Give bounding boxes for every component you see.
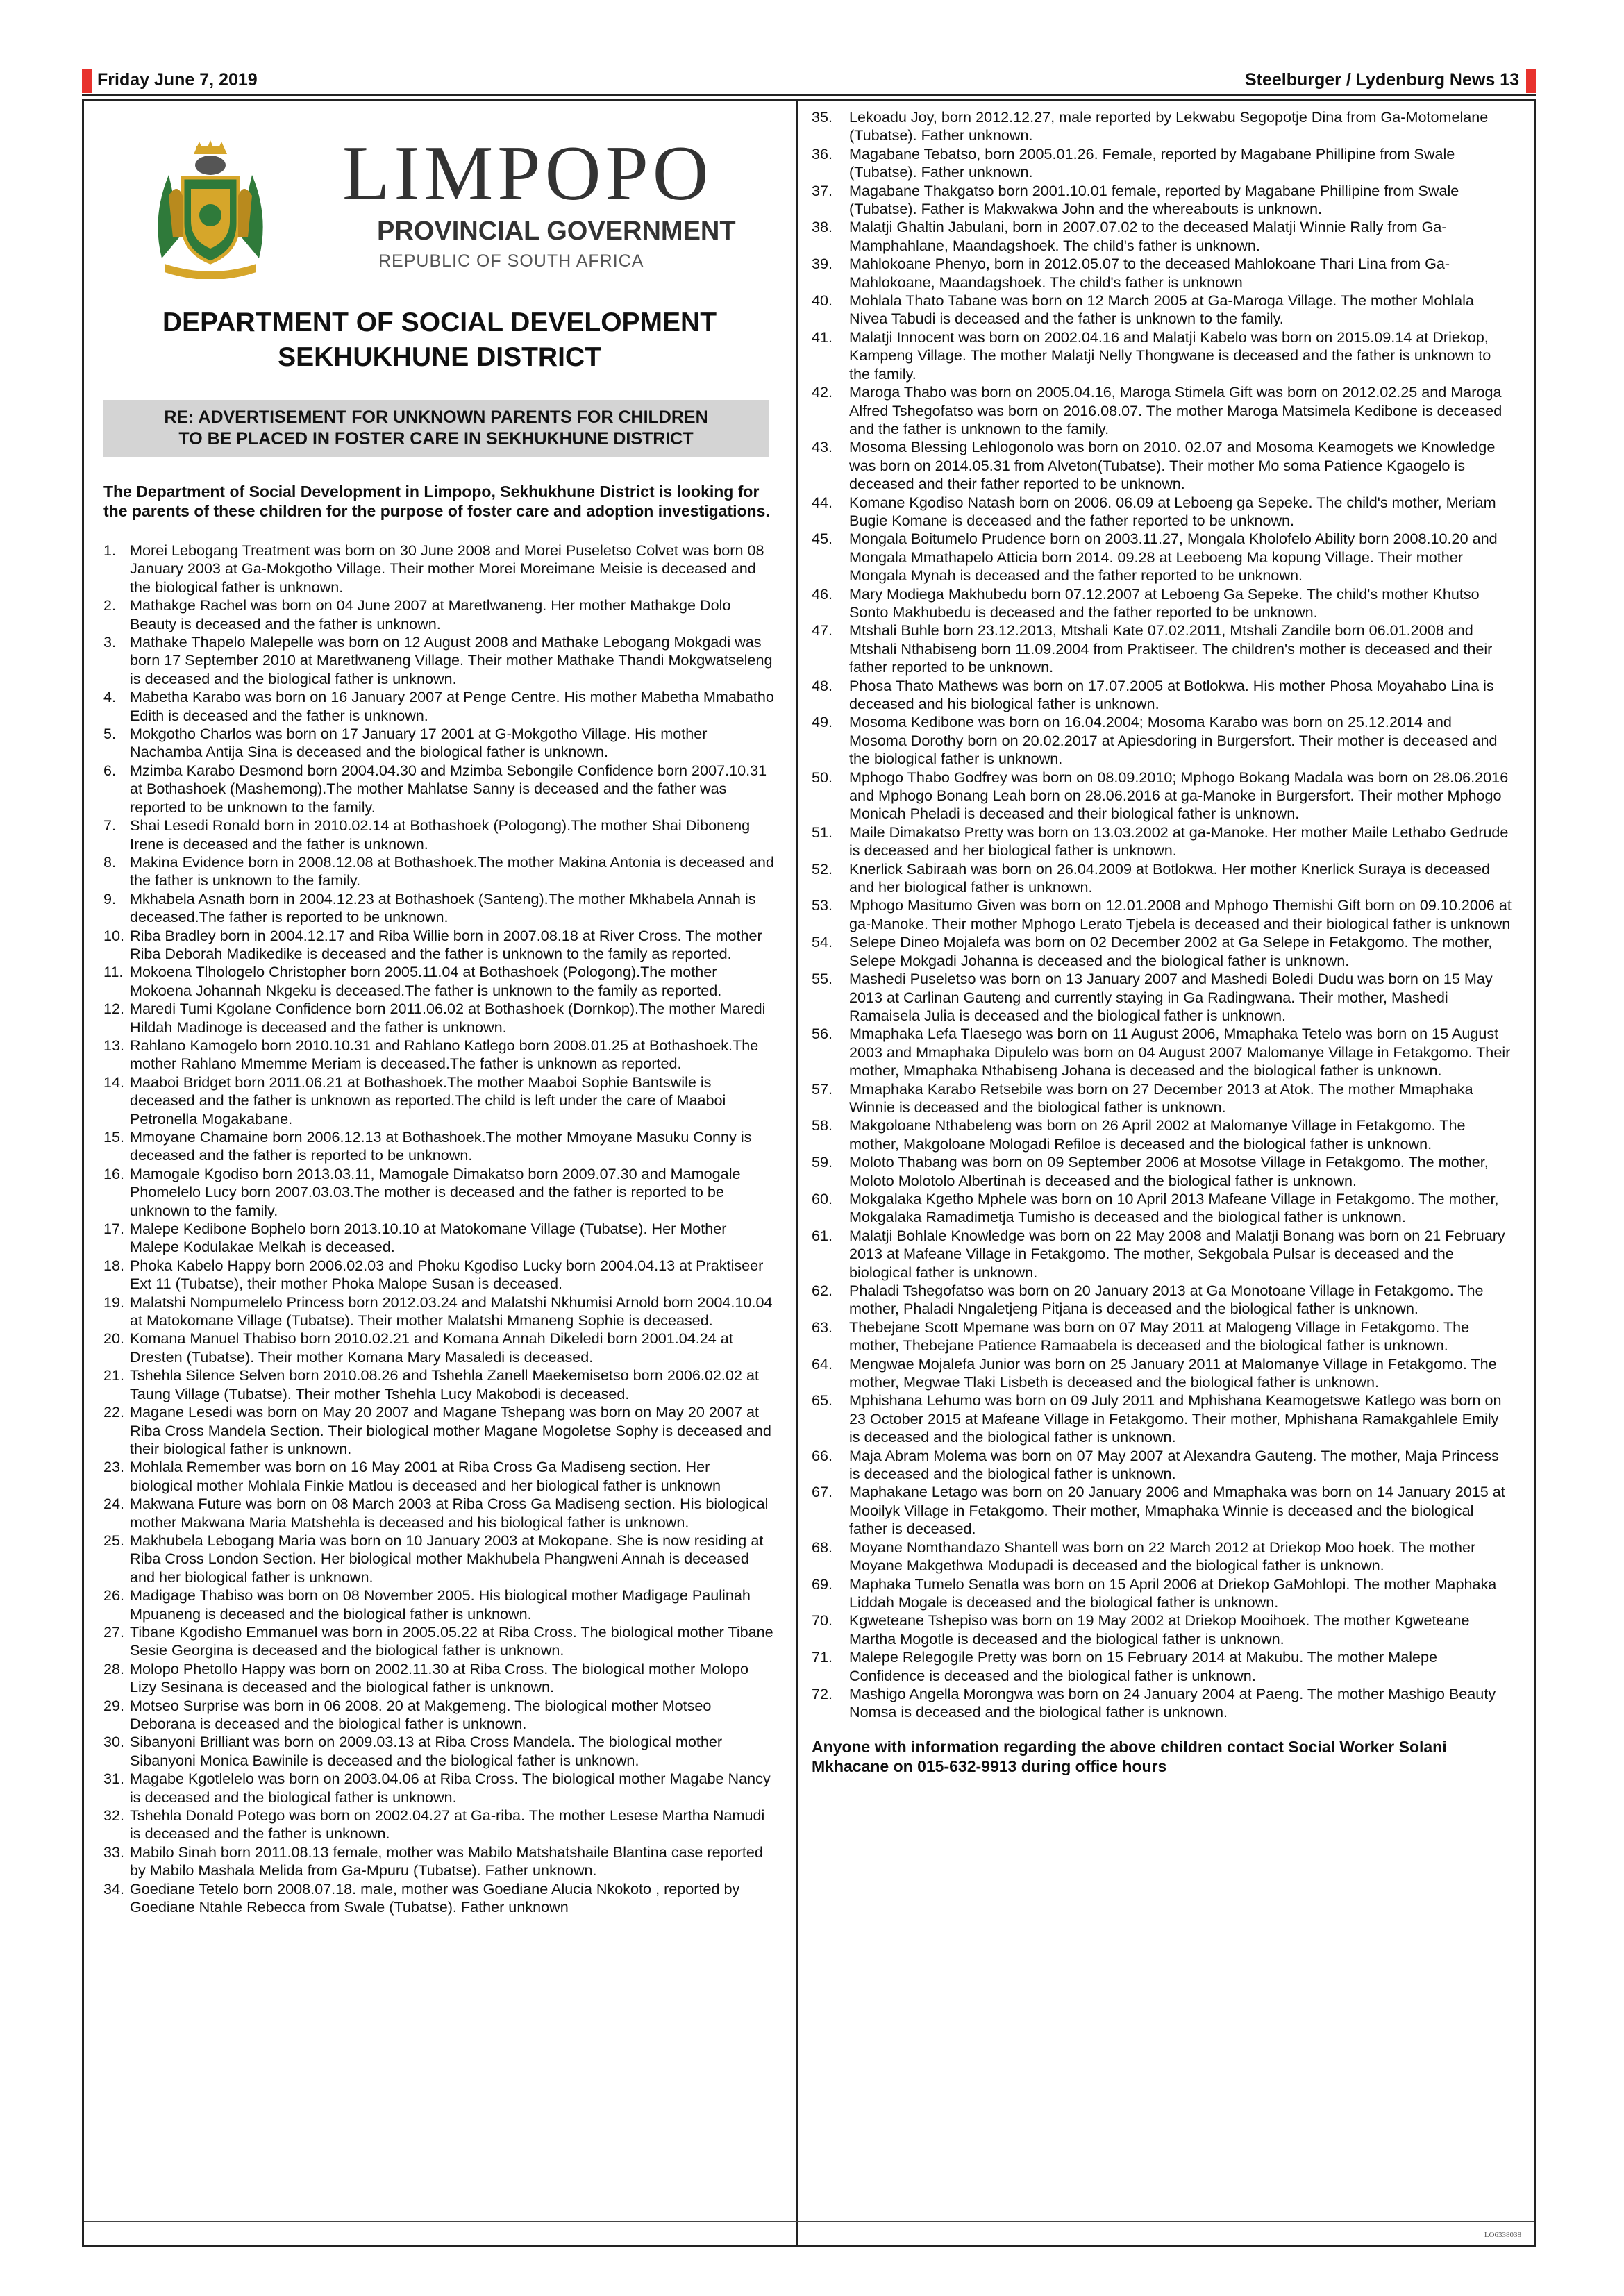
- item-text: Morei Lebogang Treatment was born on 30 June 2008 and Morei Puseletso Colvet was born 08 January 2003 at Ga-Mokgotho Village. Their mother Morei Moreimane Meisie is deceased and the biological father is unknown.: [130, 542, 764, 596]
- item-number: 21.: [103, 1366, 125, 1384]
- item-number: 30.: [103, 1733, 125, 1751]
- list-item: [810, 438, 1525, 493]
- item-text: Mary Modiega Makhubedu born 07.12.2007 at Leboeng Ga Sepeke. The child's mother Khutso Sonto Makhubedu is deceased and the father reported to be unknown.: [849, 585, 1480, 621]
- list-item: [810, 328, 1525, 383]
- item-text: Maaboi Bridget born 2011.06.21 at Bothashoek.The mother Maaboi Sophie Bantswile is deceased and the father is unknown as reported.The child is left under the care of Maaboi Petronella Mogakabane.: [130, 1073, 726, 1128]
- list-item: [92, 1073, 787, 1128]
- list-item: [92, 1458, 787, 1495]
- item-text: Mmaphaka Karabo Retsebile was born on 27 December 2013 at Atok. The mother Mmaphaka Winnie is deceased and the biological father is unknown.: [849, 1080, 1473, 1116]
- item-number: 12.: [103, 1000, 125, 1018]
- item-number: 65.: [812, 1391, 833, 1409]
- list-item: [810, 1190, 1525, 1227]
- item-text: Knerlick Sabiraah was born on 26.04.2009 at Botlokwa. Her mother Knerlick Suraya is deceased and her biological father is unknown.: [849, 860, 1491, 896]
- item-text: Maja Abram Molema was born on 07 May 2007 at Alexandra Gauteng. The mother, Maja Princess is deceased and the biological father is unknown.: [849, 1446, 1499, 1483]
- item-text: Mphogo Thabo Godfrey was born on 08.09.2010; Mphogo Bokang Madala was born on 28.06.2016 and Mphogo Bonang Leah born on 28.06.2016 at ga-Manoke in Burgersfort. Their mother Mphogo Monicah Pheladi is deceased and their biological father is unknown.: [849, 768, 1509, 823]
- list-item: [810, 1539, 1525, 1575]
- list-item: [810, 933, 1525, 970]
- left-column: [92, 126, 787, 1916]
- list-item: [92, 816, 787, 853]
- item-number: 32.: [103, 1807, 125, 1825]
- list-item: [810, 621, 1525, 676]
- item-number: 42.: [812, 383, 833, 401]
- list-item: [810, 1355, 1525, 1392]
- list-item: [92, 853, 787, 890]
- item-text: Maroga Thabo was born on 2005.04.16, Maroga Stimela Gift was born on 2012.02.25 and Maroga Alfred Tshegofatso was born on 2016.08.07. The mother Maroga Matsimela Kedibone is deceased and the father is unknown to the family.: [849, 383, 1502, 437]
- item-text: Mahlokoane Phenyo, born in 2012.05.07 to the deceased Mahlokoane Thari Lina from Ga-Mahlokoane, Maandagshoek. The child's father is unknown: [849, 255, 1450, 291]
- header-accent-bar: [82, 69, 92, 93]
- list-item: [92, 1697, 787, 1734]
- item-number: 57.: [812, 1080, 833, 1098]
- list-item: [810, 585, 1525, 622]
- item-text: Mphishana Lehumo was born on 09 July 2011 and Mphishana Keamogetswe Katlego was born on 23 October 2015 at Mafeane Village in Fetakgomo. Their mother, Mphishana Ramakgahlele Emily is deceased and the biological father is unknown.: [849, 1391, 1502, 1446]
- item-text: Maphakane Letago was born on 20 January 2006 and Mmaphaka was born on 14 January 2015 at Mooilyk Village in Fetakgomo. Their mother, Mmaphaka Winnie is deceased and the biological father is deceased.: [849, 1483, 1505, 1538]
- item-number: 24.: [103, 1495, 125, 1513]
- item-text: Komana Manuel Thabiso born 2010.02.21 and Komana Annah Dikeledi born 2001.04.24 at Dresten (Tubatse). Their mother Komana Mary Masaledi is deceased.: [130, 1330, 733, 1366]
- item-number: 66.: [812, 1446, 833, 1464]
- item-text: Madigage Thabiso was born on 08 November 2005. His biological mother Madigage Paulinah Mpuaneng is deceased and the biological father is unknown.: [130, 1586, 751, 1623]
- list-item: [810, 823, 1525, 860]
- item-number: 6.: [103, 761, 117, 779]
- list-item: [92, 1403, 787, 1458]
- list-item: [92, 1366, 787, 1403]
- item-text: Makhubela Lebogang Maria was born on 10 January 2003 at Mokopane. She is now residing at Riba Cross London Section. Her biological mother Makhubela Phangweni Annah is deceased and her biological father is unknown.: [130, 1531, 764, 1586]
- list-item: [92, 1770, 787, 1807]
- item-number: 71.: [812, 1648, 833, 1666]
- subject-banner: [103, 400, 769, 457]
- item-text: Malatji Bohlale Knowledge was born on 22 May 2008 and Malatji Bonang was born on 21 February 2013 at Mafeane Village in Fetakgomo. The mother, Sekgobala Pulsar is deceased and the biological father is unknown.: [849, 1226, 1505, 1281]
- list-item: [92, 1257, 787, 1293]
- item-number: 36.: [812, 144, 833, 162]
- list-item: [810, 860, 1525, 897]
- list-item: [810, 255, 1525, 292]
- list-item: [810, 1685, 1525, 1722]
- item-text: Malatji Ghaltin Jabulani, born in 2007.07.02 to the deceased Malatji Winnie Rally from Ga-Mamphahlane, Maandagshoek. The child's father is unknown.: [849, 218, 1447, 254]
- list-item: [92, 1880, 787, 1917]
- item-number: 55.: [812, 970, 833, 988]
- list-item: [92, 1128, 787, 1165]
- item-text: Mokoena Tlhologelo Christopher born 2005.11.04 at Bothashoek (Pologong).The mother Mokoena Johannah Nkgeku is deceased.The father is unknown to the family as reported.: [130, 963, 722, 999]
- item-number: 8.: [103, 853, 117, 871]
- item-text: Mathakge Rachel was born on 04 June 2007 at Maretlwaneng. Her mother Mathakge Dolo Beauty is deceased and the father is unknown.: [130, 596, 731, 632]
- item-number: 18.: [103, 1256, 125, 1274]
- list-item: [92, 1000, 787, 1037]
- item-number: 48.: [812, 676, 833, 694]
- item-text: Phosa Thato Mathews was born on 17.07.2005 at Botlokwa. His mother Phosa Moyahabo Lina is deceased and his biological father is unknown.: [849, 676, 1494, 712]
- page-header: [82, 68, 1536, 93]
- list-item: [92, 1037, 787, 1073]
- item-number: 69.: [812, 1575, 833, 1593]
- item-text: Makgoloane Nthabeleng was born on 26 April 2002 at Malomanye Village in Fetakgomo. The mother, Makgoloane Mologadi Refiloe is deceased and the biological father is unknown.: [849, 1116, 1466, 1153]
- item-text: Rahlano Kamogelo born 2010.10.31 and Rahlano Katlego born 2008.01.25 at Bothashoek.The mother Rahlano Mmemme Meriam is deceased.The father is unknown as reported.: [130, 1036, 759, 1073]
- list-item: [92, 725, 787, 762]
- item-number: 15.: [103, 1128, 125, 1146]
- logo-subtitle: PROVINCIAL GOVERNMENT: [377, 217, 736, 246]
- item-number: 53.: [812, 896, 833, 914]
- contact-notice: Anyone with information regarding the above children contact Social Worker Solani Mkhacane on 015-632-9913 during office hours: [812, 1737, 1447, 1775]
- list-item: [92, 1330, 787, 1366]
- subject-line-1: RE: ADVERTISEMENT FOR UNKNOWN PARENTS FOR CHILDREN: [164, 408, 708, 427]
- logo-tagline: REPUBLIC OF SOUTH AFRICA: [378, 251, 644, 271]
- item-number: 22.: [103, 1403, 125, 1421]
- item-number: 17.: [103, 1220, 125, 1238]
- item-number: 5.: [103, 725, 117, 743]
- item-text: Makwana Future was born on 08 March 2003 at Riba Cross Ga Madiseng section. His biological mother Makwana Maria Matshehla is deceased and his biological father is unknown.: [130, 1495, 769, 1531]
- item-number: 35.: [812, 108, 833, 126]
- item-number: 10.: [103, 926, 125, 944]
- header-accent-bar: [1526, 69, 1536, 93]
- item-text: Malatji Innocent was born on 2002.04.16 and Malatji Kabelo was born on 2015.09.14 at Driekop, Kampeng Village. The mother Malatji Nelly Thongwane is deceased and the father is unknown to the family.: [849, 328, 1491, 383]
- item-text: Magabe Kgotlelelo was born on 2003.04.06 at Riba Cross. The biological mother Magabe Nancy is deceased and the biological father is unknown.: [130, 1770, 771, 1806]
- item-text: Tshehla Silence Selven born 2010.08.26 and Tshehla Zanell Maekemisetso born 2006.02.02 at Taung Village (Tubatse). Their mother Tshehla Lucy Makobodi is deceased.: [130, 1366, 759, 1402]
- item-number: 31.: [103, 1770, 125, 1788]
- item-number: 67.: [812, 1483, 833, 1501]
- intro-paragraph: The Department of Social Development in Limpopo, Sekhukhune District is looking for the parents of these children for the purpose of foster care and adoption investigations.: [103, 483, 770, 520]
- footer-rule: [84, 2221, 1534, 2222]
- list-item: [810, 1391, 1525, 1446]
- item-number: 28.: [103, 1659, 125, 1677]
- item-text: Mphogo Masitumo Given was born on 12.01.2008 and Mphogo Themishi Gift born on 09.10.2006 at ga-Manoke. Their mother Mphogo Lerato Tjebela is deceased and their biological father is unknown: [849, 896, 1512, 932]
- list-item: [92, 633, 787, 688]
- list-item: [810, 1611, 1525, 1648]
- item-number: 33.: [103, 1843, 125, 1861]
- item-number: 38.: [812, 218, 833, 236]
- item-text: Magabane Tebatso, born 2005.01.26. Female, reported by Magabane Phillipine from Swale (Tubatse). Father unknown.: [849, 144, 1455, 181]
- list-item: [810, 292, 1525, 328]
- item-number: 26.: [103, 1586, 125, 1604]
- item-number: 11.: [103, 963, 124, 981]
- item-number: 70.: [812, 1611, 833, 1629]
- list-item: [92, 1586, 787, 1623]
- right-column: [810, 108, 1525, 1776]
- list-item: [810, 1080, 1525, 1117]
- item-text: Mosoma Kedibone was born on 16.04.2004; Mosoma Karabo was born on 25.12.2014 and Mosoma Dorothy born on 20.02.2017 at Apiesdoring in Burgersfort. Their mother is deceased and the biological father is unknown.: [849, 713, 1498, 768]
- item-text: Shai Lesedi Ronald born in 2010.02.14 at Bothashoek (Pologong).The mother Shai Diboneng Irene is deceased and the father is unknown.: [130, 816, 751, 853]
- list-item: [810, 713, 1525, 768]
- item-number: 23.: [103, 1458, 125, 1476]
- list-item: [810, 677, 1525, 714]
- list-item: [92, 1807, 787, 1843]
- child-list-left: [92, 542, 787, 1916]
- item-number: 3.: [103, 633, 117, 651]
- item-number: 62.: [812, 1282, 833, 1299]
- item-text: Kgweteane Tshepiso was born on 19 May 2002 at Driekop Mooihoek. The mother Kgweteane Martha Mogotle is deceased and the biological father is unknown.: [849, 1611, 1470, 1648]
- government-logo: [92, 126, 787, 293]
- item-text: Maile Dimakatso Pretty was born on 13.03.2002 at ga-Manoke. Her mother Maile Lethabo Gedrude is deceased and her biological father is unknown.: [849, 823, 1509, 860]
- item-text: Mokgotho Charlos was born on 17 January 17 2001 at G-Mokgotho Village. His mother Nachamba Antija Sina is deceased and the biological father is unknown.: [130, 725, 708, 761]
- item-text: Lekoadu Joy, born 2012.12.27, male reported by Lekwabu Segopotje Dina from Ga-Motomelane (Tubatse). Father unknown.: [849, 108, 1489, 144]
- item-number: 39.: [812, 255, 833, 273]
- advertisement-frame: [82, 99, 1536, 2247]
- issue-date: Friday June 7, 2019: [97, 70, 258, 90]
- item-number: 44.: [812, 493, 833, 511]
- item-text: Mengwae Mojalefa Junior was born on 25 January 2011 at Malomanye Village in Fetakgomo. The mother, Megwae Tlaki Lisbeth is deceased and the biological father is unknown.: [849, 1355, 1497, 1391]
- item-number: 47.: [812, 621, 833, 639]
- item-number: 2.: [103, 596, 117, 614]
- paper-title-page: Steelburger / Lydenburg News 13: [1244, 70, 1519, 90]
- item-number: 50.: [812, 768, 833, 786]
- item-number: 64.: [812, 1355, 833, 1373]
- list-item: [92, 1660, 787, 1697]
- item-text: Moyane Nomthandazo Shantell was born on 22 March 2012 at Driekop Moo hoek. The mother Moyane Makgethwa Modupadi is deceased and the biological father is unknown.: [849, 1538, 1476, 1575]
- item-text: Mosoma Blessing Lehlogonolo was born on 2010. 02.07 and Mosoma Keamogets we Knowledge was born on 2014.05.31 from Alveton(Tubatse). Their mother Mo soma Patience Kgaogelo is deceased and their father reported to be unknown.: [849, 438, 1496, 493]
- item-text: Komane Kgodiso Natash born on 2006. 06.09 at Leboeng ga Sepeke. The child's mother, Meriam Bugie Komane is deceased and the father reported to be unknown.: [849, 493, 1496, 529]
- item-number: 19.: [103, 1293, 125, 1311]
- item-text: Malepe Kedibone Bophelo born 2013.10.10 at Matokomane Village (Tubatse). Her Mother Malepe Kodulakae Melkah is deceased.: [130, 1220, 727, 1256]
- item-number: 40.: [812, 292, 833, 310]
- list-item: [810, 383, 1525, 438]
- item-number: 37.: [812, 181, 833, 199]
- list-item: [810, 896, 1525, 933]
- item-text: Mmaphaka Lefa Tlaesego was born on 11 August 2006, Mmaphaka Tetelo was born on 15 August 2003 and Mmaphaka Dipulelo was born on 04 August 2007 Malomanye Village in Fetakgomo. Their mother, Mmaphaka Nthabiseng Johana is deceased and the biological father is unknown.: [849, 1025, 1511, 1080]
- list-item: [92, 688, 787, 725]
- department-heading: [92, 305, 787, 375]
- item-text: Tibane Kgodisho Emmanuel was born in 2005.05.22 at Riba Cross. The biological mother Tibane Sesie Georgina is deceased and the biological father is unknown.: [130, 1623, 773, 1659]
- child-list-right: [810, 108, 1525, 1722]
- item-text: Magabane Thakgatso born 2001.10.01 female, reported by Magabane Phillipine from Swale (Tubatse). Father is Makwakwa John and the whereabouts is unknown.: [849, 181, 1459, 218]
- item-text: Mathake Thapelo Malepelle was born on 12 August 2008 and Mathake Lebogang Mokgadi was born 17 September 2010 at Maretlwaneng Village. Their mother Mathake Thandi Mokgwatseleng is deceased and the biological father is unknown.: [130, 633, 773, 687]
- item-text: Mongala Boitumelo Prudence born on 2003.11.27, Mongala Kholofelo Ability born 2008.10.20 and Mongala Mmathapelo Atticia born 2014. 09.28 at Leeboeng Ma kopung Village. Their mother Mongala Mynah is deceased and the father reported to be unknown.: [849, 530, 1498, 585]
- list-item: [810, 1483, 1525, 1538]
- list-item: [810, 494, 1525, 530]
- column-divider: [796, 101, 798, 2245]
- item-text: Mokgalaka Kgetho Mphele was born on 10 April 2013 Mafeane Village in Fetakgomo. The mother, Mokgalaka Ramadimetja Tumisho is deceased and the biological father is unknown.: [849, 1189, 1499, 1226]
- item-text: Maphaka Tumelo Senatla was born on 15 April 2006 at Driekop GaMohlopi. The mother Maphaka Liddah Mogale is deceased and the biological father is unknown.: [849, 1575, 1497, 1611]
- item-text: Magane Lesedi was born on May 20 2007 and Magane Tshepang was born on May 20 2007 at Riba Cross Mandela Section. Their biological mother Magane Mogoletse Sophy is deceased and their biological father is unknown.: [130, 1403, 771, 1457]
- item-text: Mtshali Buhle born 23.12.2013, Mtshali Kate 07.02.2011, Mtshali Zandile born 06.01.2008 and Mtshali Nthabiseng born 11.09.2004 from Praktiseer. The children's mother is deceased and their father reported to be unknown.: [849, 621, 1493, 676]
- coat-of-arms-icon: [148, 140, 273, 279]
- list-item: [92, 1843, 787, 1880]
- item-text: Mohlala Remember was born on 16 May 2001 at Riba Cross Ga Madiseng section. Her biological mother Mohlala Finkie Matlou is deceased and her biological father is unknown: [130, 1458, 721, 1494]
- item-number: 68.: [812, 1538, 833, 1556]
- list-item: [92, 1495, 787, 1532]
- item-text: Phoka Kabelo Happy born 2006.02.03 and Phoku Kgodiso Lucky born 2004.04.13 at Praktiseer Ext 11 (Tubatse), their mother Phoka Malope Susan is deceased.: [130, 1256, 764, 1293]
- item-text: Malepe Relegogile Pretty was born on 15 February 2014 at Makubu. The mother Malepe Confidence is deceased and the biological father is unknown.: [849, 1648, 1438, 1684]
- item-number: 46.: [812, 585, 833, 603]
- item-number: 13.: [103, 1036, 125, 1054]
- list-item: [810, 769, 1525, 823]
- item-text: Selepe Dineo Mojalefa was born on 02 December 2002 at Ga Selepe in Fetakgomo. The mother, Selepe Mokgadi Johanna is deceased and the biological father is unknown.: [849, 933, 1493, 969]
- list-item: [92, 1220, 787, 1257]
- item-number: 59.: [812, 1153, 833, 1171]
- list-item: [92, 890, 787, 927]
- item-number: 58.: [812, 1116, 833, 1134]
- item-text: Mohlala Thato Tabane was born on 12 March 2005 at Ga-Maroga Village. The mother Mohlala Nivea Tabudi is deceased and the father is unknown to the family.: [849, 292, 1474, 328]
- item-number: 14.: [103, 1073, 125, 1091]
- item-text: Mzimba Karabo Desmond born 2004.04.30 and Mzimba Sebongile Confidence born 2007.10.31 at Bothashoek (Mashemong).The mother Mahlatse Sanny is deceased and the father was reported to be unknown to the family.: [130, 761, 767, 816]
- list-item: [810, 108, 1525, 145]
- department-line-2: SEKHUKHUNE DISTRICT: [278, 342, 601, 372]
- item-text: Mamogale Kgodiso born 2013.03.11, Mamogale Dimakatso born 2009.07.30 and Mamogale Phomelelo Lucy born 2007.03.03.The mother is deceased and the father is reported to be unknown to the family.: [130, 1164, 741, 1219]
- item-number: 45.: [812, 530, 833, 548]
- list-item: [810, 970, 1525, 1025]
- list-item: [810, 1282, 1525, 1318]
- list-item: [92, 596, 787, 633]
- item-text: Mabetha Karabo was born on 16 January 2007 at Penge Centre. His mother Mabetha Mmabatho Edith is deceased and the father is unknown.: [130, 688, 774, 724]
- item-text: Thebejane Scott Mpemane was born on 07 May 2011 at Malogeng Village in Fetakgomo. The mother, Thebejane Patience Ramaabela is deceased and the biological father is unknown.: [849, 1318, 1470, 1355]
- item-text: Makina Evidence born in 2008.12.08 at Bothashoek.The mother Makina Antonia is deceased and the father is unknown to the family.: [130, 853, 774, 889]
- list-item: [810, 1318, 1525, 1355]
- item-text: Mkhabela Asnath born in 2004.12.23 at Bothashoek (Santeng).The mother Mkhabela Annah is deceased.The father is reported to be unknown.: [130, 889, 756, 926]
- item-text: Mmoyane Chamaine born 2006.12.13 at Bothashoek.The mother Mmoyane Masuku Conny is deceased and the father is reported to be unknown.: [130, 1128, 752, 1164]
- item-number: 61.: [812, 1226, 833, 1244]
- ad-reference-code: LO6338038: [1484, 2231, 1521, 2239]
- logo-name: LIMPOPO: [342, 131, 713, 217]
- item-number: 41.: [812, 328, 833, 346]
- item-text: Mashigo Angella Morongwa was born on 24 January 2004 at Paeng. The mother Mashigo Beauty Nomsa is deceased and the biological father is unknown.: [849, 1684, 1496, 1721]
- item-number: 34.: [103, 1879, 125, 1897]
- item-number: 1.: [103, 542, 117, 559]
- subject-line-2: TO BE PLACED IN FOSTER CARE IN SEKHUKHUNE DISTRICT: [178, 429, 694, 449]
- item-number: 52.: [812, 860, 833, 878]
- list-item: [92, 927, 787, 964]
- list-item: [810, 1575, 1525, 1612]
- list-item: [810, 1447, 1525, 1484]
- item-number: 49.: [812, 713, 833, 731]
- item-text: Phaladi Tshegofatso was born on 20 January 2013 at Ga Monotoane Village in Fetakgomo. The mother, Phaladi Nngaletjeng Pitjana is deceased and the biological father is unknown.: [849, 1282, 1484, 1318]
- item-number: 27.: [103, 1623, 125, 1641]
- list-item: [92, 1623, 787, 1660]
- item-number: 29.: [103, 1696, 125, 1714]
- list-item: [92, 762, 787, 816]
- list-item: [810, 182, 1525, 219]
- item-text: Sibanyoni Brilliant was born on 2009.03.13 at Riba Cross Mandela. The biological mother Sibanyoni Monica Bawinile is deceased and the biological father is unknown.: [130, 1733, 723, 1769]
- department-line-1: DEPARTMENT OF SOCIAL DEVELOPMENT: [162, 308, 717, 337]
- item-number: 9.: [103, 889, 117, 907]
- item-number: 51.: [812, 823, 833, 841]
- item-number: 20.: [103, 1330, 125, 1348]
- list-item: [92, 542, 787, 596]
- item-number: 25.: [103, 1531, 125, 1549]
- list-item: [92, 1293, 787, 1330]
- list-item: [810, 1227, 1525, 1282]
- item-text: Goediane Tetelo born 2008.07.18. male, mother was Goediane Alucia Nkokoto , reported by Goediane Ntahle Rebecca from Swale (Tubatse). Father unknown: [130, 1879, 740, 1916]
- item-text: Malatshi Nompumelelo Princess born 2012.03.24 and Malatshi Nkhumisi Arnold born 2004.10.04 at Matokomane Village (Tubatse). Their mother Malatshi Mmaneng Sophie is deceased.: [130, 1293, 773, 1330]
- list-item: [810, 218, 1525, 255]
- list-item: [810, 145, 1525, 182]
- item-number: 54.: [812, 933, 833, 951]
- item-text: Mashedi Puseletso was born on 13 January 2007 and Mashedi Boledi Dudu was born on 15 May 2013 at Carlinan Gauteng and currently staying in Ga Radingwana. Their mother, Mashedi Ramaisela Julia is deceased and the biological father is unknown.: [849, 970, 1493, 1024]
- list-item: [810, 1648, 1525, 1685]
- list-item: [810, 530, 1525, 585]
- item-text: Riba Bradley born in 2004.12.17 and Riba Willie born in 2007.08.18 at River Cross. The mother Riba Deborah Madikedike is deceased and the father is unknown to the family as reported.: [130, 926, 762, 962]
- item-number: 4.: [103, 688, 117, 706]
- item-number: 63.: [812, 1318, 833, 1336]
- item-number: 72.: [812, 1684, 833, 1702]
- list-item: [92, 1733, 787, 1770]
- list-item: [810, 1153, 1525, 1190]
- list-item: [810, 1116, 1525, 1153]
- item-number: 60.: [812, 1189, 833, 1207]
- list-item: [92, 1165, 787, 1220]
- item-text: Mabilo Sinah born 2011.08.13 female, mother was Mabilo Matshatshaile Blantina case reported by Mabilo Mashala Melida from Ga-Mpuru (Tubatse). Father unknown.: [130, 1843, 763, 1879]
- header-rule: [82, 94, 1536, 96]
- item-number: 56.: [812, 1025, 833, 1043]
- item-number: 43.: [812, 438, 833, 456]
- item-text: Maredi Tumi Kgolane Confidence born 2011.06.02 at Bothashoek (Dornkop).The mother Maredi Hildah Madinoge is deceased and the father is unknown.: [130, 1000, 766, 1036]
- item-number: 16.: [103, 1164, 125, 1182]
- item-text: Tshehla Donald Potego was born on 2002.04.27 at Ga-riba. The mother Lesese Martha Namudi is deceased and the father is unknown.: [130, 1807, 765, 1843]
- item-text: Motseo Surprise was born in 06 2008. 20 at Makgemeng. The biological mother Motseo Deborana is deceased and the biological father is unknown.: [130, 1696, 712, 1732]
- item-text: Molopo Phetollo Happy was born on 2002.11.30 at Riba Cross. The biological mother Molopo Lizy Sesinana is deceased and the biological father is unknown.: [130, 1659, 749, 1696]
- item-number: 7.: [103, 816, 117, 835]
- list-item: [810, 1025, 1525, 1080]
- list-item: [92, 1532, 787, 1586]
- item-text: Moloto Thabang was born on 09 September 2006 at Mosotse Village in Fetakgomo. The mother, Moloto Molotolo Albertinah is deceased and the biological father is unknown.: [849, 1153, 1489, 1189]
- list-item: [92, 963, 787, 1000]
